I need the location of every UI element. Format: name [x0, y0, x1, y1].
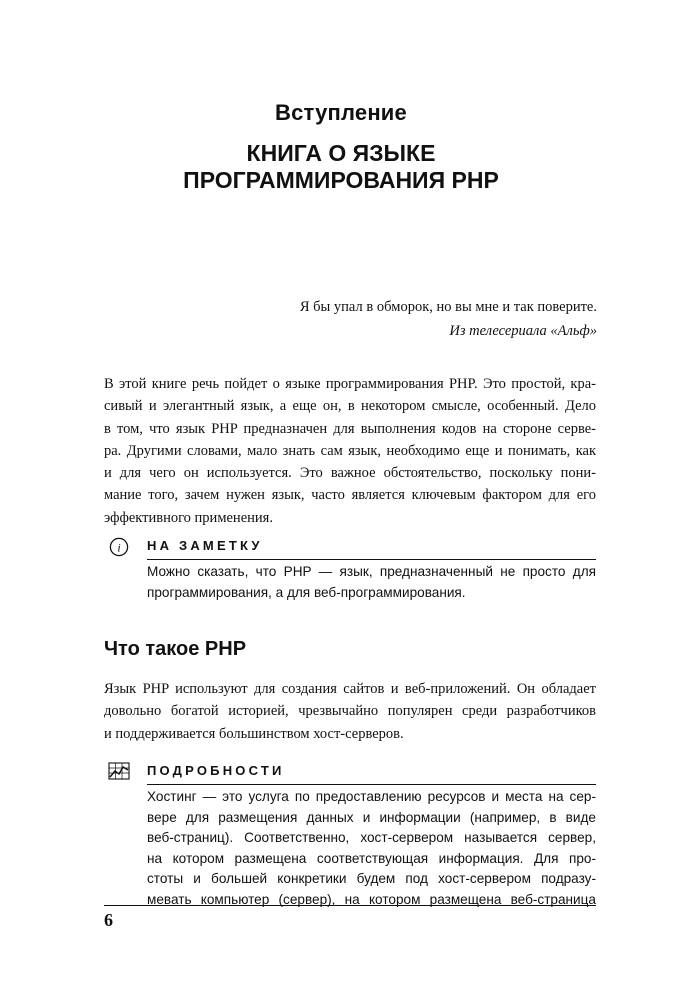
text-line: программирования, а для веб-программирования. — [147, 584, 466, 600]
text-line: Можно сказать, что PHP — язык, предназначенный не просто для — [147, 564, 596, 579]
epigraph — [300, 295, 597, 343]
text-line: Хостинг — это услуга по предоставлению ресурсов и места на сер- — [147, 789, 596, 804]
text-line: на котором размещена соответствующая информация. Для про- — [147, 850, 596, 866]
text-line: эффективного применения. — [104, 509, 273, 526]
text-line: вере для размещения данных и информации (например, в виде — [147, 809, 596, 825]
page-number: 6 — [104, 910, 113, 930]
footer-rule — [104, 905, 596, 906]
details-title: ПОДРОБНОСТИ — [147, 763, 596, 785]
chapter-title-line: ПРОГРАММИРОВАНИЯ PHP — [183, 167, 499, 193]
info-icon — [109, 537, 129, 557]
section-heading: Что такое PHP — [104, 638, 247, 660]
text-line: в том, что язык PHP предназначен для выполнения кодов на стороне серве- — [104, 420, 596, 437]
info-icon-glyph: i — [117, 540, 121, 555]
chart-icon — [108, 762, 130, 780]
text-line: мевать компьютер (сервер), на котором размещена веб-страница — [147, 891, 596, 907]
chapter-label: Вступление — [275, 100, 407, 125]
chapter-title-line: КНИГА О ЯЗЫКЕ — [246, 140, 436, 166]
text-line: Язык PHP используют для создания сайтов и веб-приложений. Он обладает — [104, 681, 596, 697]
text-line: веб-страниц). Соответственно, хост-сервером называется сервер, — [147, 830, 596, 845]
text-line: и для чего он используется. Это важное обстоятельство, поскольку пони- — [104, 465, 596, 482]
details-text — [147, 787, 596, 910]
intro-paragraph — [104, 373, 596, 529]
note-title: НА ЗАМЕТКУ — [147, 538, 596, 560]
chapter-title — [0, 140, 682, 194]
text-line: довольно богатой историей, чрезвычайно популярен среди разработчиков — [104, 703, 596, 720]
text-line: В этой книге речь пойдет о языке программирования PHP. Это простой, кра- — [104, 376, 596, 392]
epigraph-quote: Я бы упал в обморок, но вы мне и так поверите. — [299, 299, 597, 315]
section-paragraph — [104, 678, 596, 745]
note-text — [147, 562, 596, 603]
text-line: стоты и большей конкретики будем под хост-сервером подразу- — [147, 871, 596, 886]
text-line: ра. Другими словами, мало знать сам язык, необходимо еще и понимать, как — [104, 442, 596, 459]
text-line: и поддерживается большинством хост-серверов. — [104, 725, 404, 742]
text-line: сивый и элегантный язык, а еще он, в некотором смысле, особенный. Дело — [104, 398, 596, 415]
epigraph-source: Из телесериала «Альф» — [449, 323, 597, 339]
text-line: мание того, зачем нужен язык, часто является ключевым фактором для его — [104, 487, 596, 504]
